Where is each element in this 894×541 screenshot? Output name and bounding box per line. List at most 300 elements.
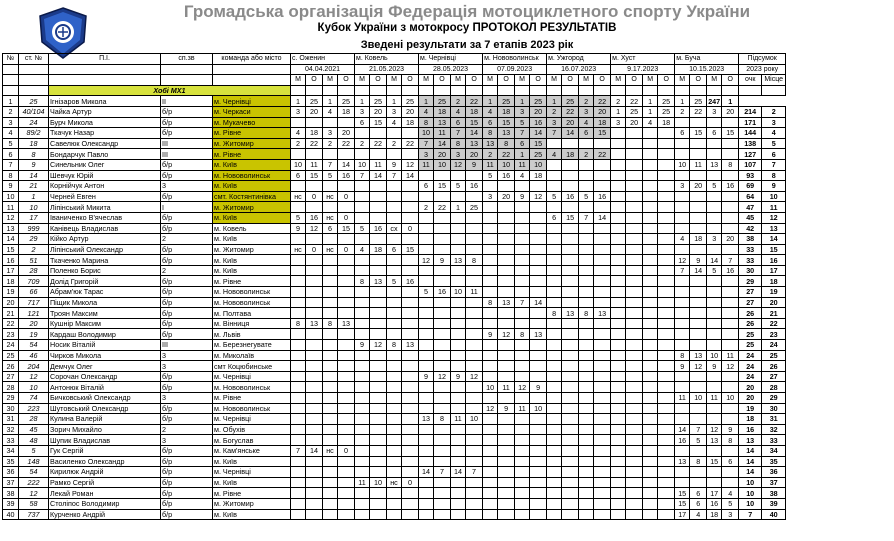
blank xyxy=(419,85,434,96)
row-stage-value: 10 xyxy=(451,287,466,298)
row-stage-value: 22 xyxy=(402,138,419,149)
row-stage-value: 3 xyxy=(451,149,466,160)
row-team: м. Житомир xyxy=(213,138,291,149)
row-stage-value xyxy=(594,361,611,372)
row-stage-value xyxy=(675,477,690,488)
row-stage-value xyxy=(387,393,402,404)
row-stage-value: 13 xyxy=(402,340,419,351)
row-stage-value xyxy=(643,509,658,520)
row-stage-value: 3 xyxy=(675,181,690,192)
row-stage-value xyxy=(643,191,658,202)
row-place: 14 xyxy=(762,234,786,245)
row-place: 2 xyxy=(762,106,786,117)
row-no: 33 xyxy=(3,435,19,446)
row-stage-value xyxy=(515,181,530,192)
row-stage-value xyxy=(466,403,483,414)
row-stage-value xyxy=(611,212,626,223)
row-name: Абрам'юк Тарас xyxy=(49,287,161,298)
row-stage-value: 7 xyxy=(355,170,370,181)
row-stage-value xyxy=(562,361,579,372)
row-stage-value xyxy=(675,276,690,287)
row-stage-value xyxy=(291,509,306,520)
row-stage-value xyxy=(483,340,498,351)
row-stage-value xyxy=(370,509,387,520)
row-place: 38 xyxy=(762,488,786,499)
row-stage-value xyxy=(466,318,483,329)
row-no: 6 xyxy=(3,149,19,160)
row-stage-value xyxy=(594,414,611,425)
points-header: очк xyxy=(739,75,762,86)
table-row xyxy=(3,424,786,435)
row-stage-value xyxy=(658,488,675,499)
row-stage-value xyxy=(707,467,722,478)
row-name: Бурч Микола xyxy=(49,117,161,128)
row-stage-value: 3 xyxy=(611,117,626,128)
class-label: Хобі МХ1 xyxy=(49,85,291,96)
row-stage-value xyxy=(547,498,562,509)
row-place: 27 xyxy=(762,371,786,382)
row-stage-value xyxy=(323,403,338,414)
row-stage-value xyxy=(562,509,579,520)
row-stage-value xyxy=(402,467,419,478)
header-row-marks xyxy=(3,75,786,86)
row-stage-value xyxy=(466,350,483,361)
row-stage-value: 9 xyxy=(690,255,707,266)
row-stage-value xyxy=(419,424,434,435)
col-team-header: команда або місто xyxy=(213,54,291,65)
row-stage-value xyxy=(434,308,451,319)
row-stage-value xyxy=(643,234,658,245)
row-stage-value xyxy=(594,276,611,287)
row-stage-value xyxy=(483,424,498,435)
row-team: м. Кам'янське xyxy=(213,445,291,456)
row-stage-value xyxy=(323,435,338,446)
row-stage-value xyxy=(370,128,387,139)
row-place: 4 xyxy=(762,128,786,139)
row-stage-value: 14 xyxy=(530,297,547,308)
row-stage-value: 17 xyxy=(707,488,722,499)
row-stage-value xyxy=(690,414,707,425)
row-stage-value xyxy=(355,149,370,160)
points-mark: О xyxy=(594,75,611,86)
row-stage-value xyxy=(370,445,387,456)
row-stage-value xyxy=(515,255,530,266)
row-stage-value: 15 xyxy=(530,138,547,149)
row-category: ІІІ xyxy=(161,149,213,160)
table-row xyxy=(3,414,786,425)
row-stage-value: нс xyxy=(323,445,338,456)
row-stage-value xyxy=(338,340,355,351)
row-team: м. Мукачево xyxy=(213,117,291,128)
row-stage-value xyxy=(579,371,594,382)
row-stage-value xyxy=(515,498,530,509)
row-team: м. Чернівці xyxy=(213,371,291,382)
row-stage-value: 11 xyxy=(306,159,323,170)
row-stage-value xyxy=(338,276,355,287)
row-team: смт. Костянтинівка xyxy=(213,191,291,202)
row-stage-value xyxy=(530,212,547,223)
row-stage-value: 2 xyxy=(291,138,306,149)
row-stage-value xyxy=(530,393,547,404)
row-stage-value: 14 xyxy=(562,128,579,139)
row-stage-value xyxy=(643,424,658,435)
row-stage-value xyxy=(611,403,626,414)
row-stage-value xyxy=(387,212,402,223)
row-stage-value xyxy=(323,202,338,213)
row-stage-value xyxy=(387,181,402,192)
row-team: м. Київ xyxy=(213,509,291,520)
row-stage-value xyxy=(515,244,530,255)
row-stage-value xyxy=(370,456,387,467)
row-stage-value: 25 xyxy=(626,106,643,117)
row-stage-value xyxy=(562,255,579,266)
table-row xyxy=(3,318,786,329)
row-place: 37 xyxy=(762,477,786,488)
row-stage-value xyxy=(402,414,419,425)
row-stage-value xyxy=(338,265,355,276)
row-stage-value xyxy=(690,445,707,456)
row-stage-value xyxy=(323,509,338,520)
row-stage-value xyxy=(306,287,323,298)
row-stage-value xyxy=(690,212,707,223)
row-stage-value xyxy=(402,255,419,266)
row-stage-value xyxy=(579,138,594,149)
row-stage-value xyxy=(658,191,675,202)
row-stage-value: 15 xyxy=(338,223,355,234)
row-stage-value xyxy=(498,265,515,276)
row-stage-value xyxy=(626,403,643,414)
row-stage-value: 0 xyxy=(306,191,323,202)
row-stage-value xyxy=(466,456,483,467)
row-stage-value xyxy=(675,445,690,456)
row-total: 47 xyxy=(739,202,762,213)
row-number: 709 xyxy=(19,276,49,287)
row-stage-value xyxy=(594,287,611,298)
row-no: 29 xyxy=(3,393,19,404)
row-stage-value xyxy=(675,191,690,202)
row-stage-value xyxy=(402,212,419,223)
row-stage-value xyxy=(355,509,370,520)
row-total: 14 xyxy=(739,445,762,456)
row-stage-value xyxy=(387,318,402,329)
row-no: 14 xyxy=(3,234,19,245)
row-stage-value xyxy=(498,361,515,372)
row-stage-value xyxy=(675,318,690,329)
row-stage-value xyxy=(643,255,658,266)
report-title: Кубок України з мотокросу ПРОТОКОЛ РЕЗУЛЬТАТІВ xyxy=(317,22,617,34)
row-stage-value xyxy=(338,117,355,128)
table-row xyxy=(3,403,786,414)
row-stage-value xyxy=(483,509,498,520)
row-team: м. Київ xyxy=(213,255,291,266)
row-no: 34 xyxy=(3,445,19,456)
row-stage-value: 1 xyxy=(515,96,530,107)
row-stage-value xyxy=(498,393,515,404)
row-name: Століпос Володимир xyxy=(49,498,161,509)
row-stage-value xyxy=(658,382,675,393)
blank xyxy=(370,85,387,96)
row-stage-value: 18 xyxy=(434,106,451,117)
blank xyxy=(323,85,338,96)
row-stage-value xyxy=(402,393,419,404)
row-stage-value xyxy=(483,202,498,213)
row-stage-value: 10 xyxy=(483,382,498,393)
row-number: 54 xyxy=(19,340,49,351)
row-stage-value xyxy=(675,371,690,382)
row-stage-value xyxy=(306,477,323,488)
row-place: 26 xyxy=(762,361,786,372)
row-stage-value xyxy=(306,424,323,435)
row-stage-value xyxy=(466,477,483,488)
row-stage-value xyxy=(306,308,323,319)
row-stage-value xyxy=(419,361,434,372)
blank xyxy=(306,85,323,96)
row-stage-value xyxy=(323,498,338,509)
row-stage-value xyxy=(562,202,579,213)
row-stage-value: 5 xyxy=(323,170,338,181)
row-stage-value xyxy=(626,191,643,202)
row-stage-value: 0 xyxy=(338,212,355,223)
row-stage-value xyxy=(323,467,338,478)
row-name: Кардаш Володимир xyxy=(49,329,161,340)
row-stage-value xyxy=(370,414,387,425)
row-stage-value xyxy=(658,170,675,181)
row-name: Кирилюк Андрій xyxy=(49,467,161,478)
row-stage-value xyxy=(562,424,579,435)
row-total: 10 xyxy=(739,488,762,499)
row-category: ІІ xyxy=(161,96,213,107)
row-place: 15 xyxy=(762,244,786,255)
row-stage-value xyxy=(419,456,434,467)
row-stage-value xyxy=(402,149,419,160)
row-stage-value: 1 xyxy=(547,96,562,107)
row-name: Ліпінський Микита xyxy=(49,202,161,213)
row-stage-value xyxy=(515,393,530,404)
row-stage-value xyxy=(643,149,658,160)
row-stage-value xyxy=(690,191,707,202)
row-total: 171 xyxy=(739,117,762,128)
row-team: м. Рівне xyxy=(213,488,291,499)
row-category: б/р xyxy=(161,403,213,414)
row-team: м. Богуслав xyxy=(213,435,291,446)
row-stage-value xyxy=(338,308,355,319)
row-stage-value xyxy=(562,329,579,340)
row-stage-value xyxy=(451,329,466,340)
row-total: 14 xyxy=(739,456,762,467)
row-stage-value xyxy=(722,329,739,340)
row-no: 1 xyxy=(3,96,19,107)
row-stage-value xyxy=(547,244,562,255)
place-mark: М xyxy=(323,75,338,86)
row-stage-value: 4 xyxy=(291,128,306,139)
row-team: м. Житомир xyxy=(213,244,291,255)
row-stage-value xyxy=(675,403,690,414)
row-stage-value xyxy=(323,393,338,404)
row-stage-value xyxy=(626,297,643,308)
row-stage-value xyxy=(402,181,419,192)
row-stage-value xyxy=(323,149,338,160)
row-stage-value xyxy=(562,456,579,467)
row-place: 35 xyxy=(762,456,786,467)
table-row xyxy=(3,265,786,276)
blank xyxy=(675,85,690,96)
row-stage-value xyxy=(402,509,419,520)
row-category: б/р xyxy=(161,287,213,298)
header-row-venues xyxy=(3,54,786,65)
row-stage-value: 4 xyxy=(643,117,658,128)
row-stage-value xyxy=(402,435,419,446)
row-stage-value xyxy=(419,382,434,393)
row-stage-value xyxy=(387,308,402,319)
row-stage-value xyxy=(466,509,483,520)
row-no: 21 xyxy=(3,308,19,319)
row-stage-value xyxy=(451,456,466,467)
row-place: 29 xyxy=(762,393,786,404)
row-stage-value xyxy=(402,488,419,499)
row-category: 3 xyxy=(161,350,213,361)
row-stage-value xyxy=(338,287,355,298)
row-stage-value: 15 xyxy=(707,456,722,467)
row-no: 36 xyxy=(3,467,19,478)
row-stage-value: 10 xyxy=(291,159,306,170)
row-stage-value xyxy=(611,191,626,202)
row-stage-value xyxy=(611,255,626,266)
row-stage-value xyxy=(498,488,515,499)
row-stage-value: 16 xyxy=(338,170,355,181)
row-stage-value: 15 xyxy=(722,128,739,139)
row-category: б/р xyxy=(161,159,213,170)
row-stage-value xyxy=(402,445,419,456)
row-no: 23 xyxy=(3,329,19,340)
row-stage-value xyxy=(722,477,739,488)
row-stage-value: 18 xyxy=(306,128,323,139)
row-stage-value xyxy=(355,382,370,393)
row-stage-value xyxy=(434,424,451,435)
row-stage-value xyxy=(419,318,434,329)
points-mark: О xyxy=(402,75,419,86)
row-stage-value xyxy=(355,414,370,425)
row-stage-value: 3 xyxy=(323,128,338,139)
row-stage-value: 4 xyxy=(483,106,498,117)
row-stage-value xyxy=(547,159,562,170)
row-stage-value xyxy=(515,287,530,298)
row-no: 2 xyxy=(3,106,19,117)
table-row xyxy=(3,297,786,308)
row-stage-value xyxy=(611,445,626,456)
row-stage-value xyxy=(466,445,483,456)
row-stage-value xyxy=(419,276,434,287)
row-stage-value: 9 xyxy=(483,329,498,340)
row-stage-value: 5 xyxy=(515,117,530,128)
row-stage-value: 22 xyxy=(306,138,323,149)
row-name: Ліпінський Олександр xyxy=(49,244,161,255)
row-stage-value xyxy=(306,393,323,404)
stage-venue: м. Буча xyxy=(675,54,739,65)
row-stage-value xyxy=(451,393,466,404)
row-stage-value xyxy=(451,403,466,414)
row-place: 30 xyxy=(762,403,786,414)
row-stage-value xyxy=(291,424,306,435)
place-mark: М xyxy=(451,75,466,86)
row-stage-value: 14 xyxy=(466,128,483,139)
row-stage-value xyxy=(690,467,707,478)
blank-header xyxy=(3,75,19,86)
row-stage-value xyxy=(690,138,707,149)
table-row xyxy=(3,371,786,382)
row-name: Бичковський Олександр xyxy=(49,393,161,404)
row-stage-value xyxy=(594,318,611,329)
row-stage-value: 14 xyxy=(370,170,387,181)
row-stage-value xyxy=(707,340,722,351)
row-stage-value: 4 xyxy=(387,117,402,128)
row-stage-value: 12 xyxy=(434,371,451,382)
row-stage-value xyxy=(291,297,306,308)
stage-date: 16.07.2023 xyxy=(547,64,611,75)
row-stage-value xyxy=(355,371,370,382)
row-stage-value: 7 xyxy=(690,424,707,435)
row-stage-value: 13 xyxy=(675,456,690,467)
row-stage-value xyxy=(498,202,515,213)
row-stage-value xyxy=(579,276,594,287)
row-stage-value xyxy=(658,403,675,414)
stage-venue: м. Чернівці xyxy=(419,54,483,65)
row-name: Чирков Микола xyxy=(49,350,161,361)
row-name: Сорочан Олександр xyxy=(49,371,161,382)
row-stage-value xyxy=(611,234,626,245)
row-stage-value: 15 xyxy=(434,181,451,192)
row-stage-value: нс xyxy=(387,477,402,488)
row-stage-value xyxy=(643,477,658,488)
row-stage-value xyxy=(530,265,547,276)
row-stage-value xyxy=(338,393,355,404)
row-stage-value xyxy=(658,456,675,467)
row-stage-value: 18 xyxy=(402,117,419,128)
row-stage-value xyxy=(466,382,483,393)
row-stage-value xyxy=(338,181,355,192)
row-name: Зорич Михайло xyxy=(49,424,161,435)
row-category: б/р xyxy=(161,244,213,255)
row-stage-value xyxy=(355,361,370,372)
stage-date: 28.05.2023 xyxy=(419,64,483,75)
row-stage-value xyxy=(722,170,739,181)
row-stage-value xyxy=(562,318,579,329)
row-stage-value xyxy=(387,329,402,340)
row-place: 40 xyxy=(762,509,786,520)
row-stage-value xyxy=(323,456,338,467)
row-stage-value xyxy=(626,212,643,223)
row-stage-value xyxy=(643,202,658,213)
points-mark: О xyxy=(434,75,451,86)
row-stage-value: 3 xyxy=(707,106,722,117)
row-stage-value xyxy=(434,212,451,223)
row-stage-value xyxy=(626,393,643,404)
row-stage-value xyxy=(434,318,451,329)
row-stage-value: 4 xyxy=(515,170,530,181)
row-stage-value: 9 xyxy=(722,424,739,435)
row-stage-value xyxy=(434,276,451,287)
row-stage-value xyxy=(306,371,323,382)
row-stage-value xyxy=(483,255,498,266)
row-stage-value xyxy=(387,149,402,160)
row-stage-value xyxy=(547,202,562,213)
row-stage-value xyxy=(594,138,611,149)
row-stage-value xyxy=(658,149,675,160)
row-stage-value xyxy=(530,445,547,456)
row-stage-value: 10 xyxy=(370,477,387,488)
row-team: м. Житомир xyxy=(213,498,291,509)
stage-venue: с. Оженин xyxy=(291,54,355,65)
row-stage-value xyxy=(562,297,579,308)
